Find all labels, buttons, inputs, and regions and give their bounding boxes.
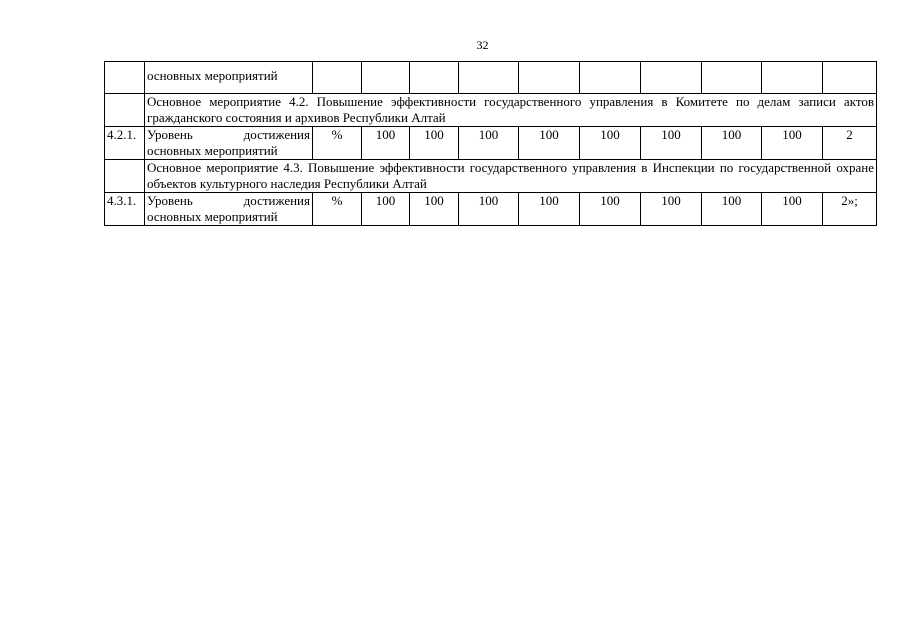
value-cell bbox=[362, 62, 410, 94]
value-cell: 2 bbox=[823, 127, 877, 160]
value-cell: 100 bbox=[641, 127, 702, 160]
value-cell: 100 bbox=[410, 193, 459, 226]
indicator-name-cell: основных мероприятий bbox=[145, 62, 313, 94]
page-number: 32 bbox=[476, 38, 489, 52]
value-cell: 100 bbox=[580, 127, 641, 160]
indicator-name-word: Уровень bbox=[147, 193, 193, 208]
value-cell bbox=[580, 62, 641, 94]
unit-cell: % bbox=[313, 193, 362, 226]
value-cell bbox=[641, 62, 702, 94]
indicator-name-line: основных мероприятий bbox=[147, 209, 278, 224]
indicator-name-cell bbox=[145, 127, 313, 160]
value-cell bbox=[702, 62, 762, 94]
value-cell bbox=[410, 62, 459, 94]
unit-cell: % bbox=[313, 127, 362, 160]
value-cell: 100 bbox=[459, 193, 519, 226]
code-cell bbox=[105, 62, 145, 94]
indicator-name-word: достижения bbox=[243, 193, 310, 208]
value-cell: 100 bbox=[362, 193, 410, 226]
value-cell bbox=[762, 62, 823, 94]
indicator-name-line: основных мероприятий bbox=[147, 143, 278, 158]
section-title: Основное мероприятие 4.2. Повышение эффективности государственного управления в Комитете по делам записи актов гражданского состояния и архивов Республики Алтай bbox=[145, 94, 877, 127]
value-cell: 100 bbox=[580, 193, 641, 226]
section-row bbox=[105, 160, 877, 193]
value-cell: 100 bbox=[410, 127, 459, 160]
value-cell bbox=[459, 62, 519, 94]
value-cell bbox=[519, 62, 580, 94]
table-row bbox=[105, 62, 877, 94]
value-cell: 100 bbox=[702, 193, 762, 226]
value-cell: 100 bbox=[641, 193, 702, 226]
indicator-name-cell bbox=[145, 193, 313, 226]
code-cell: 4.3.1. bbox=[105, 193, 145, 226]
value-cell: 100 bbox=[702, 127, 762, 160]
value-cell: 100 bbox=[519, 193, 580, 226]
indicators-table bbox=[104, 61, 877, 226]
section-row bbox=[105, 94, 877, 127]
code-cell bbox=[105, 160, 145, 193]
value-cell: 100 bbox=[519, 127, 580, 160]
value-cell: 100 bbox=[762, 193, 823, 226]
value-cell: 100 bbox=[459, 127, 519, 160]
value-cell: 100 bbox=[362, 127, 410, 160]
code-cell bbox=[105, 94, 145, 127]
indicator-name-word: Уровень bbox=[147, 127, 193, 142]
table-row bbox=[105, 127, 877, 160]
value-cell bbox=[823, 62, 877, 94]
table-row bbox=[105, 193, 877, 226]
value-cell: 2»; bbox=[823, 193, 877, 226]
code-cell: 4.2.1. bbox=[105, 127, 145, 160]
section-title: Основное мероприятие 4.3. Повышение эффективности государственного управления в Инспекции по государственной охране объектов культурного наследия Республики Алтай bbox=[145, 160, 877, 193]
unit-cell bbox=[313, 62, 362, 94]
indicator-name-word: достижения bbox=[243, 127, 310, 142]
value-cell: 100 bbox=[762, 127, 823, 160]
